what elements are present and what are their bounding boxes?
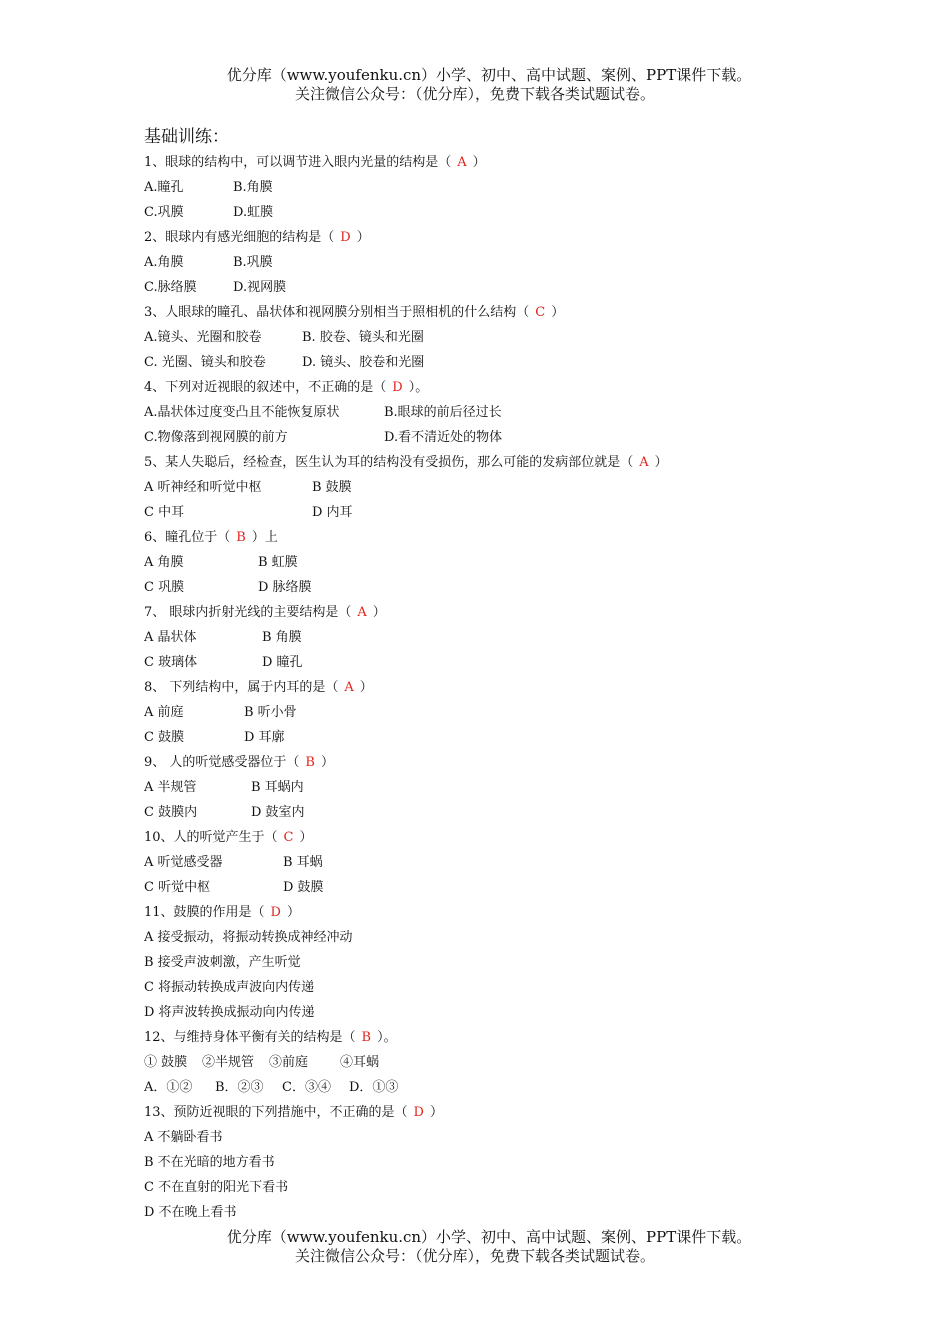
option-text: D.看不清近处的物体 <box>384 430 503 445</box>
question-text: 4、下列对近视眼的叙述中，不正确的是（ <box>144 380 387 395</box>
question-text-end: ） <box>299 830 313 845</box>
option-row <box>144 975 904 1000</box>
answer-letter: B <box>236 530 246 545</box>
answer-letter: C <box>535 305 546 320</box>
answer-letter: A <box>344 680 354 695</box>
question-text-end: ） <box>472 155 486 170</box>
option-text: A 不躺卧看书 <box>144 1130 223 1145</box>
question-text-end: ）上 <box>251 530 278 545</box>
option-text: A 听神经和听觉中枢 <box>144 480 262 495</box>
answer-letter: C <box>283 830 294 845</box>
question-stem <box>144 1025 904 1050</box>
option-text: D．①③ <box>349 1080 399 1095</box>
question-stem <box>144 450 904 475</box>
option-text: D 耳廓 <box>244 730 285 745</box>
answer-letter: D <box>413 1105 424 1120</box>
question-text-end: ） <box>372 605 386 620</box>
option-text: B 耳蜗内 <box>251 780 304 795</box>
footer-line-1: 优分库（www.youfenku.cn）小学、初中、高中试题、案例、PPT课件下载。 <box>226 1228 752 1246</box>
option-text: B 耳蜗 <box>283 855 323 870</box>
option-row <box>144 400 904 425</box>
question-stem <box>144 225 904 250</box>
option-text: B.巩膜 <box>233 255 273 270</box>
option-text: C 玻璃体 <box>144 655 198 670</box>
option-text: C 中耳 <box>144 505 185 520</box>
answer-letter: A <box>639 455 649 470</box>
option-row <box>144 775 904 800</box>
answer-letter: D <box>340 230 351 245</box>
question-text-end: ） <box>320 755 334 770</box>
question-stem <box>144 375 904 400</box>
option-text: D 脉络膜 <box>258 580 312 595</box>
option-text: B.眼球的前后径过长 <box>384 405 502 420</box>
question-stem <box>144 525 904 550</box>
option-row <box>144 500 904 525</box>
question-text-end: ） <box>359 680 373 695</box>
answer-letter: A <box>457 155 467 170</box>
option-row <box>144 275 904 300</box>
question-stem <box>144 675 904 700</box>
question-stem <box>144 1100 904 1125</box>
page-header <box>0 66 950 104</box>
option-text: C.物像落到视网膜的前方 <box>144 430 288 445</box>
option-text: A.晶状体过度变凸且不能恢复原状 <box>144 405 340 420</box>
question-text-end: ）。 <box>377 1030 397 1045</box>
question-text: 8、 下列结构中，属于内耳的是（ <box>144 680 339 695</box>
option-text: A 前庭 <box>144 705 184 720</box>
option-row <box>144 1000 904 1025</box>
option-text: D. 镜头、胶卷和光圈 <box>302 355 425 370</box>
question-text-end: ） <box>551 305 565 320</box>
option-text: A.瞳孔 <box>144 180 184 195</box>
option-text: A.角膜 <box>144 255 184 270</box>
option-row <box>144 325 904 350</box>
question-text: 12、与维持身体平衡有关的结构是（ <box>144 1030 356 1045</box>
option-text: D.视网膜 <box>233 280 287 295</box>
option-row <box>144 1150 904 1175</box>
option-text: A 角膜 <box>144 555 184 570</box>
option-text: B 听小骨 <box>244 705 297 720</box>
option-text: A 晶状体 <box>144 630 197 645</box>
option-text: A 接受振动，将振动转换成神经冲动 <box>144 930 353 945</box>
option-text: ③前庭 <box>269 1055 309 1070</box>
option-row <box>144 1075 904 1100</box>
section-title: 基础训练： <box>144 127 229 147</box>
option-text: A．①② <box>144 1080 193 1095</box>
question-text: 5、某人失聪后，经检查，医生认为耳的结构没有受损伤，那么可能的发病部位就是（ <box>144 455 634 470</box>
option-text: B 不在光暗的地方看书 <box>144 1155 275 1170</box>
option-text: D 鼓膜 <box>283 880 324 895</box>
option-row <box>144 175 904 200</box>
question-text: 2、眼球内有感光细胞的结构是（ <box>144 230 335 245</box>
exercise-content <box>144 124 904 1225</box>
option-text: C 不在直射的阳光下看书 <box>144 1180 289 1195</box>
option-text: D 瞳孔 <box>262 655 303 670</box>
option-text: D 鼓室内 <box>251 805 305 820</box>
option-text: C.巩膜 <box>144 205 184 220</box>
answer-letter: D <box>270 905 281 920</box>
option-text: C 鼓膜内 <box>144 805 198 820</box>
option-text: C．③④ <box>282 1080 331 1095</box>
page-footer <box>0 1228 950 1266</box>
answer-letter: B <box>305 755 315 770</box>
question-stem <box>144 300 904 325</box>
option-row <box>144 1175 904 1200</box>
option-row <box>144 250 904 275</box>
option-row <box>144 1050 904 1075</box>
option-row <box>144 625 904 650</box>
option-row <box>144 550 904 575</box>
header-line-2: 关注微信公众号：（优分库），免费下载各类试题试卷。 <box>294 85 655 103</box>
option-text: A 听觉感受器 <box>144 855 223 870</box>
option-text: D 不在晚上看书 <box>144 1205 237 1220</box>
question-text-end: ） <box>286 905 300 920</box>
option-row <box>144 850 904 875</box>
option-text: C.脉络膜 <box>144 280 197 295</box>
option-row <box>144 350 904 375</box>
option-row <box>144 425 904 450</box>
question-text: 3、人眼球的瞳孔、晶状体和视网膜分别相当于照相机的什么结构（ <box>144 305 530 320</box>
question-stem <box>144 900 904 925</box>
question-text: 13、预防近视眼的下列措施中，不正确的是（ <box>144 1105 408 1120</box>
question-text: 1、眼球的结构中，可以调节进入眼内光量的结构是（ <box>144 155 452 170</box>
option-text: D 将声波转换成振动向内传递 <box>144 1005 315 1020</box>
option-text: B 接受声波刺激，产生听觉 <box>144 955 301 970</box>
option-row <box>144 1125 904 1150</box>
footer-line-2: 关注微信公众号：（优分库），免费下载各类试题试卷。 <box>294 1247 655 1265</box>
option-text: C 将振动转换成声波向内传递 <box>144 980 315 995</box>
option-row <box>144 950 904 975</box>
answer-letter: D <box>392 380 403 395</box>
option-row <box>144 200 904 225</box>
question-text: 10、人的听觉产生于（ <box>144 830 278 845</box>
option-text: ②半规管 <box>202 1055 255 1070</box>
option-row <box>144 725 904 750</box>
option-row <box>144 650 904 675</box>
option-text: D.虹膜 <box>233 205 274 220</box>
option-row <box>144 1200 904 1225</box>
option-row <box>144 700 904 725</box>
option-text: A 半规管 <box>144 780 197 795</box>
option-text: B 鼓膜 <box>312 480 352 495</box>
question-text-end: ） <box>654 455 668 470</box>
option-row <box>144 925 904 950</box>
option-text: ① 鼓膜 <box>144 1055 188 1070</box>
option-row <box>144 475 904 500</box>
question-text: 6、瞳孔位于（ <box>144 530 231 545</box>
question-stem <box>144 600 904 625</box>
option-text: D 内耳 <box>312 505 353 520</box>
question-text: 7、 眼球内折射光线的主要结构是（ <box>144 605 352 620</box>
question-text: 11、鼓膜的作用是（ <box>144 905 265 920</box>
option-text: A.镜头、光圈和胶卷 <box>144 330 262 345</box>
question-text-end: ） <box>356 230 370 245</box>
option-text: B 虹膜 <box>258 555 298 570</box>
option-text: C 鼓膜 <box>144 730 185 745</box>
option-text: C 听觉中枢 <box>144 880 211 895</box>
option-text: ④耳蜗 <box>340 1055 380 1070</box>
option-text: B 角膜 <box>262 630 302 645</box>
option-text: B. 胶卷、镜头和光圈 <box>302 330 424 345</box>
question-text-end: ） <box>429 1105 443 1120</box>
option-text: C. 光圈、镜头和胶卷 <box>144 355 266 370</box>
question-stem <box>144 750 904 775</box>
option-text: C 巩膜 <box>144 580 185 595</box>
answer-letter: A <box>357 605 367 620</box>
option-text: B．②③ <box>215 1080 264 1095</box>
option-row <box>144 875 904 900</box>
question-text: 9、 人的听觉感受器位于（ <box>144 755 300 770</box>
option-row <box>144 800 904 825</box>
option-row <box>144 575 904 600</box>
answer-letter: B <box>361 1030 372 1045</box>
question-stem <box>144 825 904 850</box>
option-text: B.角膜 <box>233 180 273 195</box>
header-line-1: 优分库（www.youfenku.cn）小学、初中、高中试题、案例、PPT课件下载。 <box>226 66 752 84</box>
question-list <box>144 150 904 1225</box>
question-text-end: ）。 <box>408 380 429 395</box>
question-stem <box>144 150 904 175</box>
